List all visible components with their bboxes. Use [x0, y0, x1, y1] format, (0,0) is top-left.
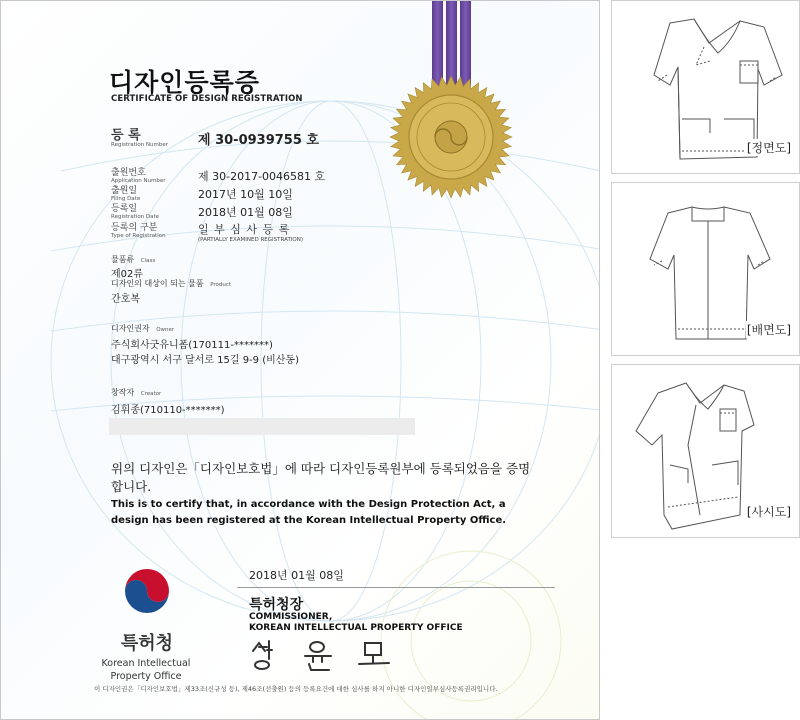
registration-date-value: 2018년 01월 08일: [198, 206, 293, 219]
filing-date-label: 출원일 Filing Date: [111, 186, 141, 202]
kipo-taegeuk-logo-icon: [117, 563, 177, 623]
registration-number-value: 제 30-0939755 호: [198, 133, 319, 148]
front-view-panel: [611, 0, 800, 174]
office-name-english: Korean Intellectual Property Office: [101, 658, 191, 682]
product-label: 디자인의 대상이 되는 물품 Product: [111, 279, 232, 288]
back-view-label: [배면도]: [746, 323, 791, 337]
owner-label: 디자인권자 Owner: [111, 324, 175, 333]
product-value: 간호복: [111, 294, 140, 305]
owner-address: 대구광역시 서구 달서로 15길 9-9 (비산동): [111, 355, 299, 366]
registration-type-value: 일 부 심 사 등 록: [198, 223, 291, 236]
front-view-label: [정면도]: [746, 141, 791, 155]
certificate-title: 디자인등록증: [109, 68, 260, 97]
certificate-title-english: CERTIFICATE OF DESIGN REGISTRATION: [111, 94, 303, 104]
creator-label: 창작자 Creator: [111, 388, 162, 397]
certification-text-english: This is to certify that, in accordance with the Design Protection Act, a design has been registered at the Korean Intellectual Property Office.: [111, 499, 507, 526]
perspective-view-panel: [611, 364, 800, 538]
class-value: 제02류: [111, 269, 144, 280]
owner-name: 주식회사굿유니폼(170111-*******): [111, 340, 273, 351]
perspective-view-label: [사시도]: [746, 505, 791, 519]
filing-date-value: 2017년 10월 10일: [198, 188, 293, 201]
application-number-label: 출원번호 Application Number: [111, 168, 166, 184]
creator-name: 김휘종(710110-*******): [111, 405, 225, 416]
office-name-korean: 특허청: [120, 633, 174, 654]
registration-number-label: 등 록 Registration Number: [111, 128, 169, 148]
gold-seal-icon: [389, 75, 513, 199]
registration-type-value-english: (PARTIALLY EXAMINED REGISTRATION): [198, 237, 304, 243]
registration-type-label: 등록의 구분 Type of Registration: [111, 223, 166, 239]
certification-text-korean: 위의 디자인은「디자인보호법」에 따라 디자인등록원부에 등록되었음을 증명합니다.: [111, 461, 531, 494]
class-label: 물품류 Class: [111, 255, 156, 264]
commissioner-signature: [247, 637, 407, 673]
commissioner-title-english: COMMISSIONER, KOREAN INTELLECTUAL PROPERTY OFFICE: [249, 612, 463, 633]
certificate-date: 2018년 01월 08일: [249, 569, 344, 582]
footer-note: 이 디자인권은「디자인보호법」제33조(신규성 등), 제46조(선출원) 등의 등록요건에 대한 심사를 하지 아니한 디자인일부심사등록권리입니다.: [94, 685, 498, 693]
application-number-value: 제 30-2017-0046581 호: [198, 170, 326, 183]
divider: [237, 587, 555, 588]
registration-date-label: 등록일 Registration Date: [111, 204, 160, 220]
back-view-panel: [611, 182, 800, 356]
commissioner-title-korean: 특허청장: [249, 597, 304, 613]
redacted-bar: [109, 418, 415, 435]
